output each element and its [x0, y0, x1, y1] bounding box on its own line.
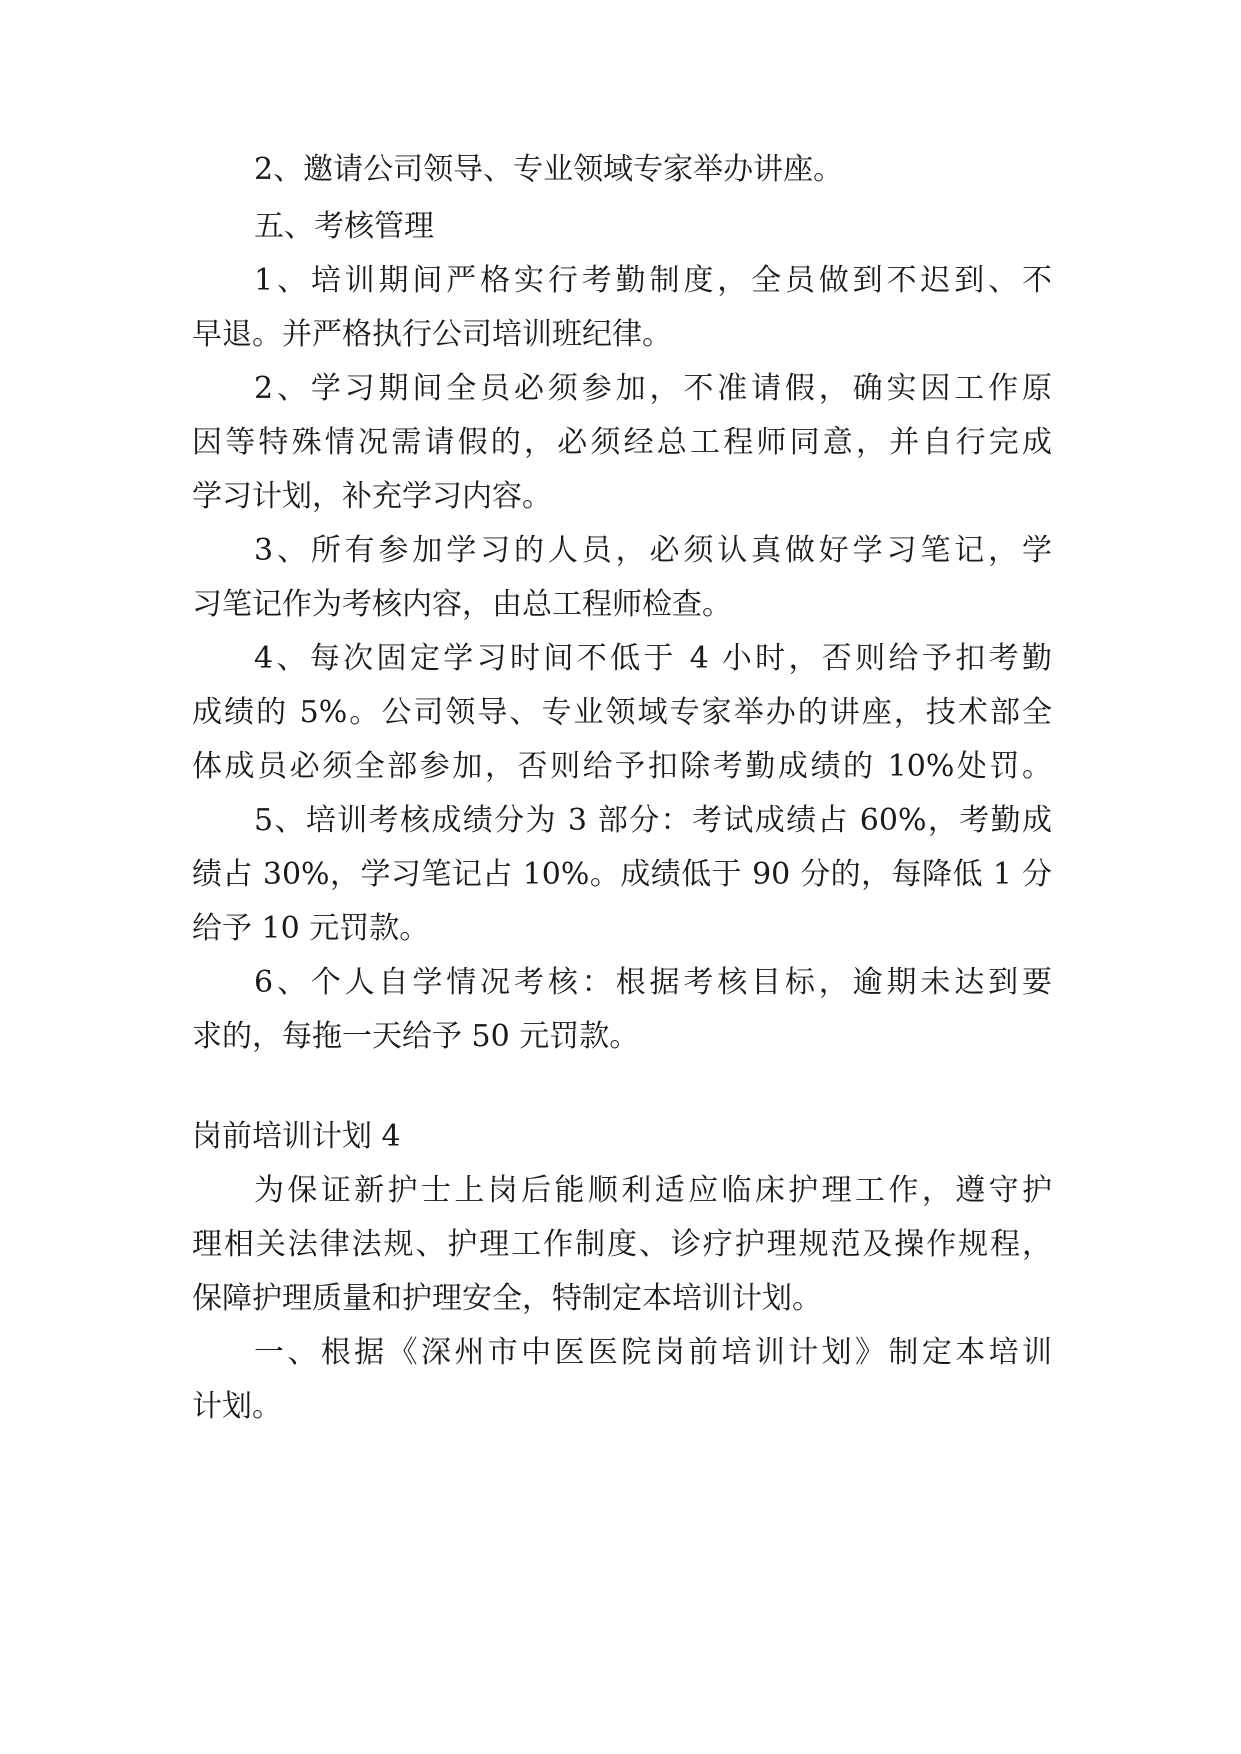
section-heading: 五、考核管理	[254, 209, 434, 244]
paragraph-line: 理相关法律法规、护理工作制度、诊疗护理规范及操作规程，	[192, 1227, 1052, 1262]
paragraph-line: 一、根据《深州市中医医院岗前培训计划》制定本培训	[254, 1335, 1052, 1370]
paragraph-line: 成绩的 5%。公司领导、专业领域专家举办的讲座，技术部全	[192, 695, 1052, 730]
paragraph-line: 绩占 30%，学习笔记占 10%。成绩低于 90 分的，每降低 1 分	[192, 857, 1052, 892]
paragraph-line: 体成员必须全部参加，否则给予扣除考勤成绩的 10%处罚。	[192, 749, 1052, 784]
paragraph-line: 2、学习期间全员必须参加，不准请假，确实因工作原	[254, 371, 1052, 406]
paragraph-line: 1、培训期间严格实行考勤制度，全员做到不迟到、不	[254, 263, 1052, 298]
paragraph-line: 5、培训考核成绩分为 3 部分：考试成绩占 60%，考勤成	[254, 803, 1052, 838]
paragraph-line: 习笔记作为考核内容，由总工程师检查。	[192, 587, 732, 622]
paragraph-line: 6、个人自学情况考核：根据考核目标，逾期未达到要	[254, 965, 1052, 1000]
paragraph-line: 因等特殊情况需请假的，必须经总工程师同意，并自行完成	[192, 425, 1052, 460]
paragraph-line: 保障护理质量和护理安全，特制定本培训计划。	[192, 1281, 822, 1316]
paragraph-line: 给予 10 元罚款。	[192, 911, 430, 946]
paragraph-line: 早退。并严格执行公司培训班纪律。	[192, 317, 672, 352]
paragraph-line: 为保证新护士上岗后能顺利适应临床护理工作，遵守护	[254, 1173, 1052, 1208]
paragraph-line: 学习计划，补充学习内容。	[192, 479, 552, 514]
document-title: 岗前培训计划 4	[192, 1119, 401, 1154]
paragraph-line: 计划。	[192, 1389, 282, 1424]
paragraph-line: 4、每次固定学习时间不低于 4 小时，否则给予扣考勤	[254, 641, 1052, 676]
paragraph-line: 2、邀请公司领导、专业领域专家举办讲座。	[254, 152, 844, 187]
paragraph-line: 求的，每拖一天给予 50 元罚款。	[192, 1019, 640, 1054]
paragraph-line: 3、所有参加学习的人员，必须认真做好学习笔记，学	[254, 533, 1052, 568]
